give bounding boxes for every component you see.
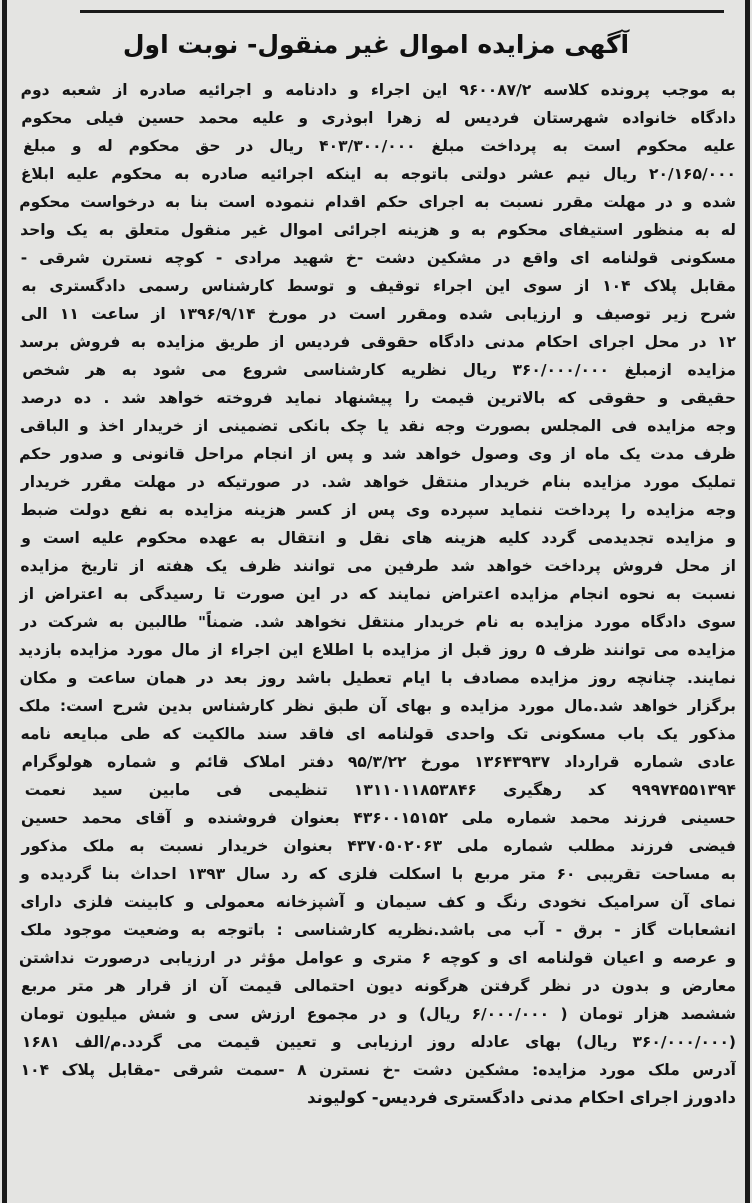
left-border — [2, 0, 7, 1203]
notice-line: ۹۹۹۷۴۵۵۱۳۹۴ کد رهگیری ۱۳۱۱۰۱۱۸۵۳۸۴۶ تنظیمی فی مابین سید نعمت — [24, 781, 736, 799]
notice-line: از محل فروش پرداخت خواهد شد طرفین می توانند ظرف یک هفته از تاریخ مزایده — [20, 557, 736, 575]
notice-line: علیه محکوم است به پرداخت مبلغ ۴۰۳/۳۰۰/۰۰۰ ریال در حق محکوم له و مبلغ — [23, 137, 736, 155]
notice-line: وجه مزایده را پرداخت ننماید سپرده وی پس از کسر هزینه مزایده به نفع دولت ضبط — [20, 501, 736, 519]
notice-line: ششصد هزار تومان ( ۶/۰۰۰/۰۰۰ ریال) و در مجموع ارزش سی و شش میلیون تومان — [20, 1005, 736, 1023]
notice-line: فیضی فرزند مطلب شماره ملی ۴۳۷۰۵۰۲۰۶۳ بعنوان خریدار نسبت به ملک مذکور — [21, 837, 736, 855]
notice-line: له به منظور استیفای محکوم به و هزینه اجرائی اموال غیر منقول متعلق به یک واحد — [20, 221, 736, 239]
notice-line: و عرصه و اعیان قولنامه ای و کوچه ۶ متری و عوامل مؤثر در ارزیابی درصورت نداشتن — [18, 949, 736, 967]
notice-line: انشعابات گاز - برق - آب می باشد.نظریه کارشناسی : باتوجه به وضعیت موجود ملک — [20, 921, 736, 939]
notice-line: ظرف مدت یک ماه از وی وصول خواهد شد و پس از انجام مراحل قانونی و صدور حکم — [19, 445, 736, 463]
notice-line: وجه مزایده فی المجلس بصورت وجه نقد یا چک بانکی تضمینی از خریدار اخذ و الباقی — [19, 417, 736, 435]
notice-line: معارض و بدون در نظر گرفتن هرگونه دیون احتمالی قیمت آن از قرار هر متر مربع — [20, 977, 736, 995]
notice-line: شده و در مهلت مقرر نسبت به اجرای حکم اقدام ننموده است بنا به درخواست محکوم — [19, 193, 736, 211]
notice-title: آگهی مزایده اموال غیر منقول- نوبت اول — [122, 30, 630, 59]
notice-line: برگزار خواهد شد.مال مورد مزایده و بهای آن طبق نظر کارشناس بدین شرح است: ملک — [18, 697, 736, 715]
notice-line: مسکونی قولنامه ای واقع در مشکین دشت -خ شهید مرادی - کوچه نسترن شرقی - — [20, 249, 736, 267]
notice-line: ۲۰/۱۶۵/۰۰۰ ریال نیم عشر دولتی باتوجه به اینکه اجرائیه صادره به محکوم علیه ابلاغ — [20, 165, 736, 183]
right-border — [745, 0, 750, 1203]
notice-line: تملیک مورد مزایده بنام خریدار منتقل خواهد شد. در صورتیکه در مهلت مقرر خریدار — [20, 473, 736, 491]
notice-line: نمای آن سرامیک نخودی رنگ و کف سیمان و آشپزخانه معمولی و کابینت فلزی دارای — [20, 893, 736, 911]
top-divider — [80, 10, 724, 13]
notice-line: نسبت به نحوه انجام مزایده اعتراض نمایند که در این صورت تا رسیدگی به اعتراض از — [19, 585, 736, 603]
notice-signature: دادورز اجرای احکام مدنی دادگستری فردیس- کولیوند — [307, 1088, 736, 1107]
notice-line: (۳۶۰/۰۰۰/۰۰۰ ریال) بهای عادله روز ارزیابی و تعیین قیمت می گردد.م/الف ۱۶۸۱ — [21, 1033, 736, 1051]
notice-line: به مساحت تقریبی ۶۰ متر مربع با اسکلت فلزی که رد سال ۱۳۹۳ احداث بنا گردیده و — [20, 865, 736, 883]
notice-line: مقابل پلاک ۱۰۴ از سوی این اجراء توقیف و توسط کارشناس رسمی دادگستری به — [21, 277, 736, 295]
notice-line: به موجب پرونده کلاسه ۹۶۰۰۸۷/۲ این اجراء و دادنامه و اجرائیه صادره از شعبه دوم — [20, 81, 736, 99]
notice-line: عادی شماره قرارداد ۱۳۶۴۳۹۳۷ مورخ ۹۵/۳/۲۲ دفتر املاک قائم و شماره هولوگرام — [21, 753, 736, 771]
notice-line: دادگاه خانواده شهرستان فردیس له زهرا ابوذری و علیه محمد حسین فیلی محکوم — [21, 109, 736, 127]
notice-line: آدرس ملک مورد مزایده: مشکین دشت -خ نسترن ۸ -سمت شرقی -مقابل پلاک ۱۰۴ — [20, 1061, 736, 1079]
notice-line: سوی دادگاه مورد مزایده به نام خریدار منتقل نخواهد شد. ضمناً" طالبین به شرکت در — [20, 613, 736, 631]
notice-line: ۱۲ در محل اجرای احکام مدنی دادگاه حقوقی فردیس از طریق مزایده به فروش برسد — [19, 333, 736, 351]
notice-line: مذکور یک باب مسکونی تک واحدی قولنامه ای فاقد سند مالکیت که طی مبایعه نامه — [20, 725, 736, 743]
notice-line: نمایند. چنانچه روز مزایده مصادف با ایام تعطیل باشد روز بعد در همان ساعت و مکان — [19, 669, 736, 687]
notice-body — [16, 76, 736, 1112]
notice-line: مزایده ازمبلغ ۳۶۰/۰۰۰/۰۰۰ ریال نظریه کارشناسی شروع می شود به هر شخص — [22, 361, 736, 379]
notice-line: شرح زیر توصیف و ارزیابی شده ومقرر است در مورخ ۱۳۹۶/۹/۱۴ از ساعت ۱۱ الی — [20, 305, 736, 323]
notice-line: و مزایده تجدیدمی گردد کلیه هزینه های نقل و انتقال به عهده محکوم علیه است و — [21, 529, 736, 547]
notice-line: حقیقی و حقوقی که بالاترین قیمت را پیشنهاد نماید فروخته خواهد شد . ده درصد — [20, 389, 736, 407]
notice-line: مزایده می توانند ظرف ۵ روز قبل از مزایده با اطلاع این اجراء از مال مورد مزایده بازدید — [18, 641, 736, 659]
notice-line: حسینی فرزند محمد شماره ملی ۴۳۶۰۰۱۵۱۵۲ بعنوان فروشنده و آقای محمد حسین — [21, 809, 736, 827]
